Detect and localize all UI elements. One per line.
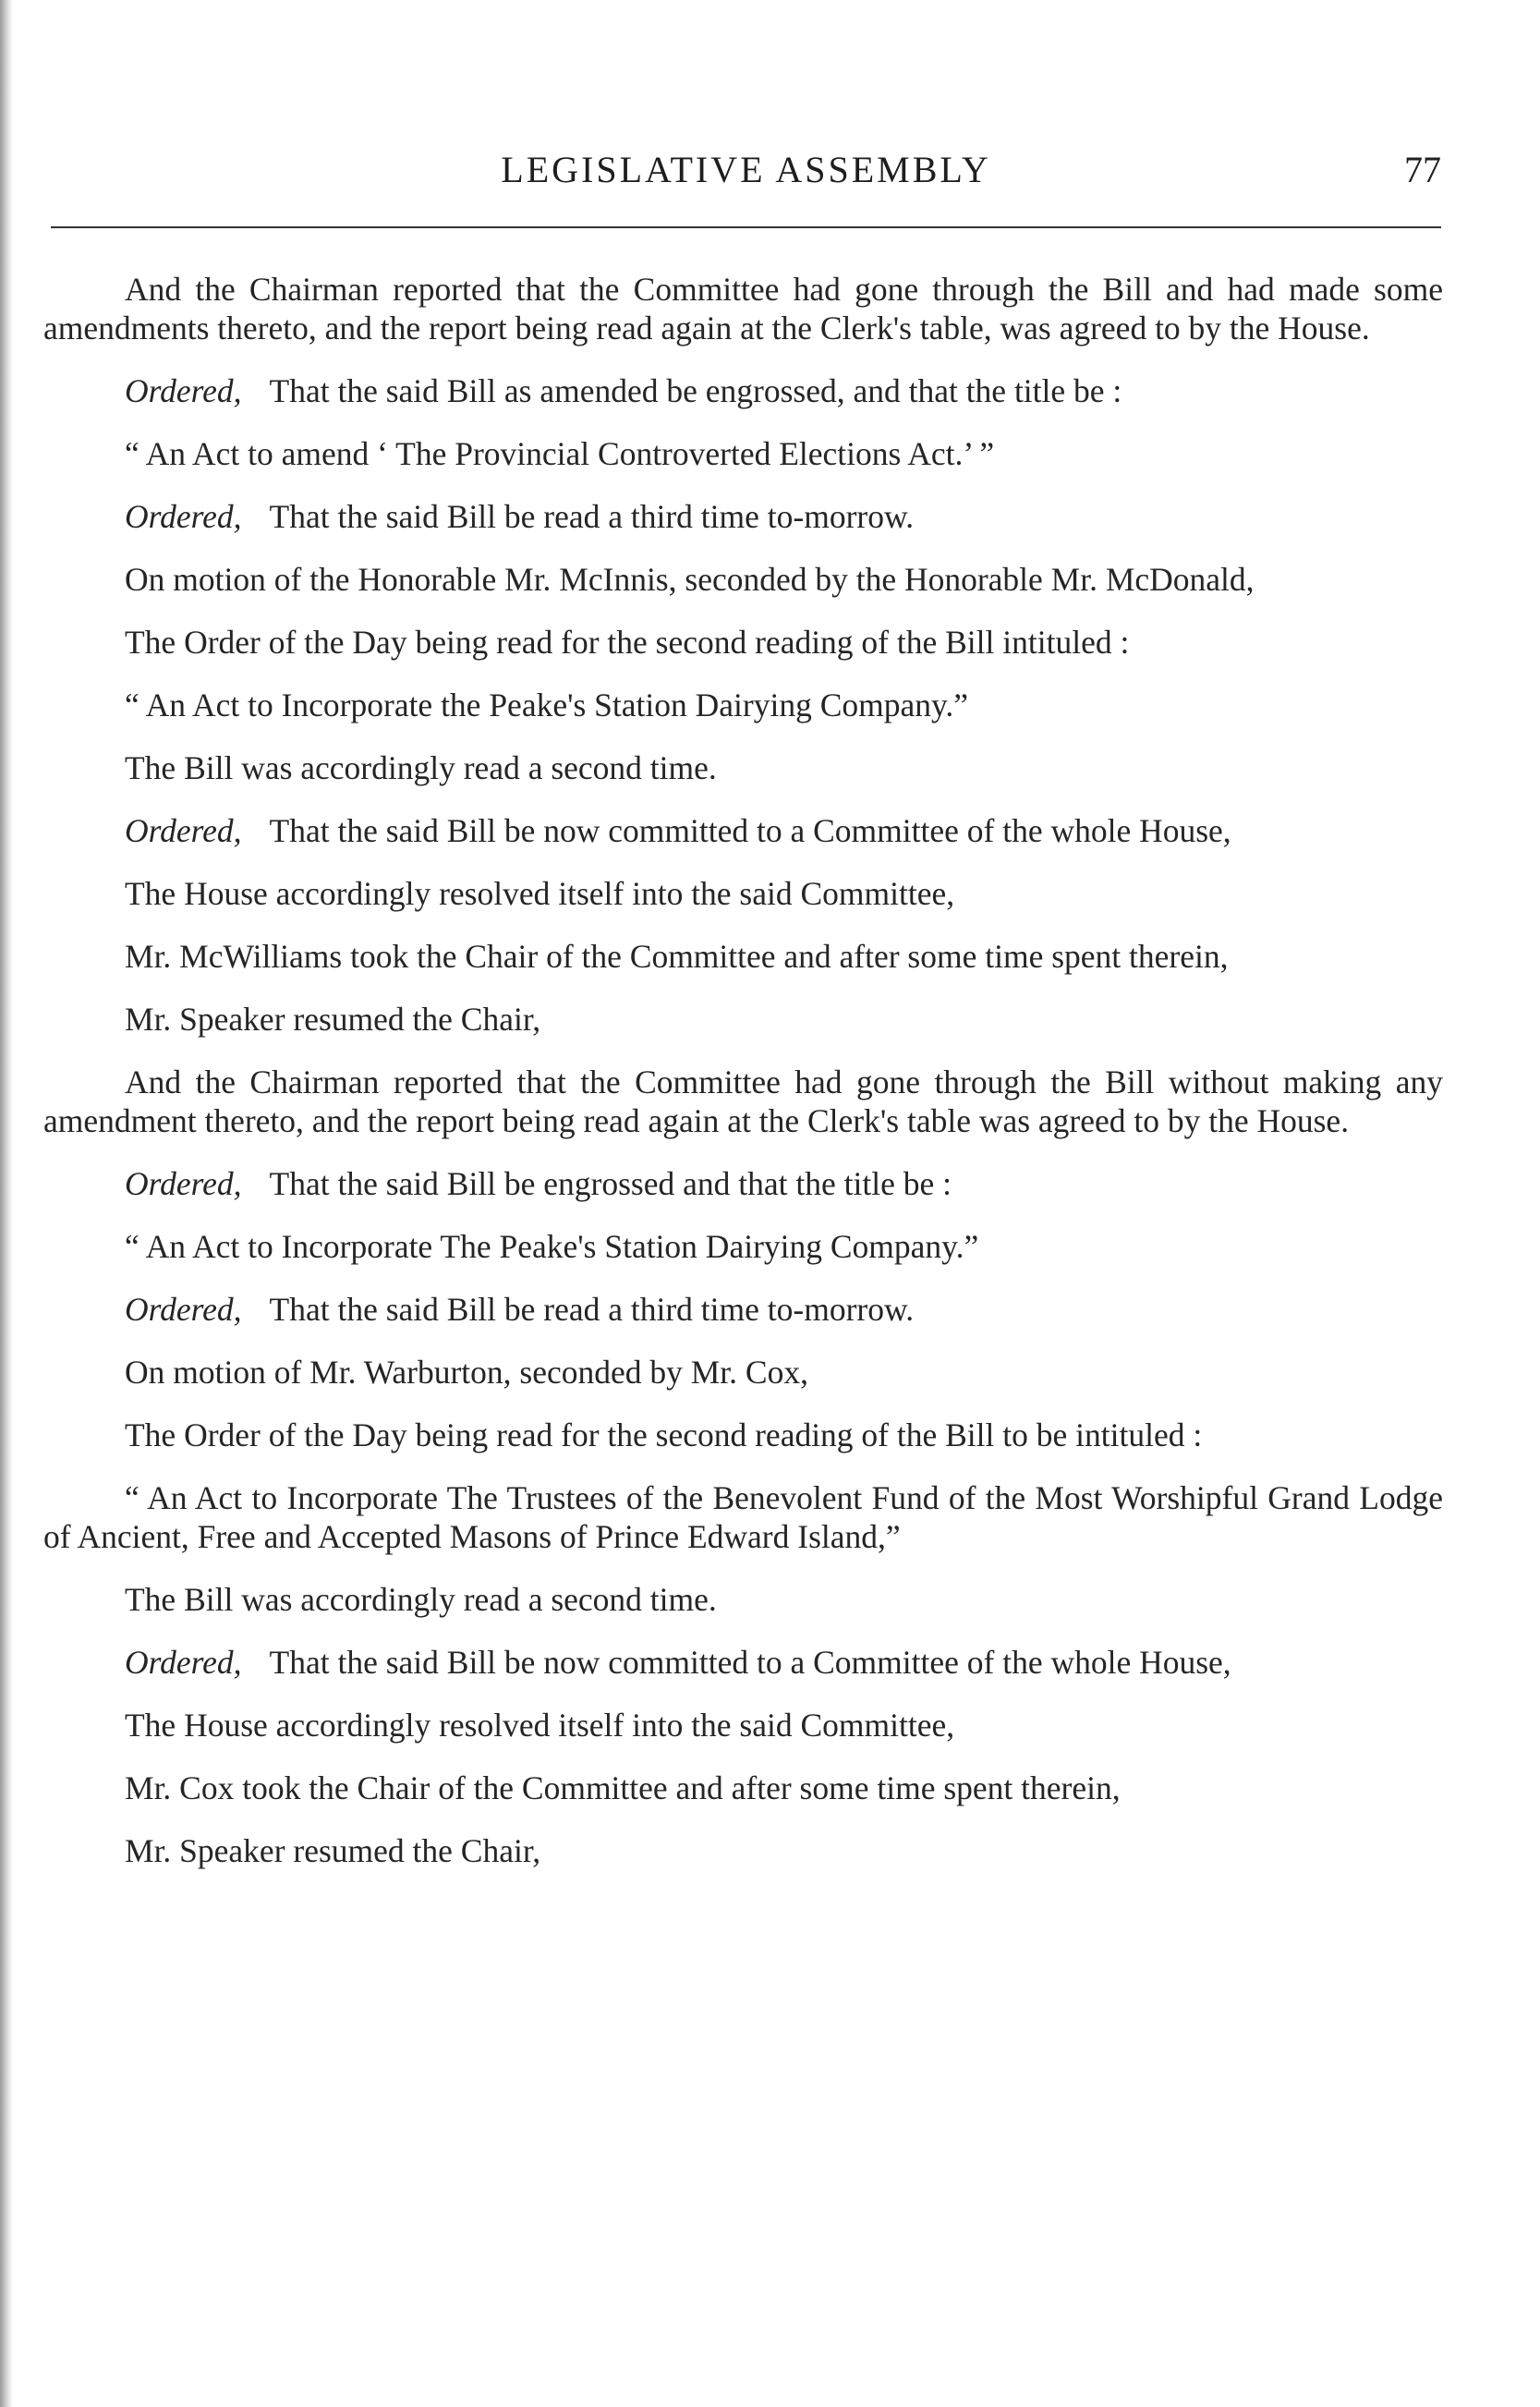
paragraph bbox=[43, 1416, 1443, 1454]
ordered-lead: Ordered, bbox=[125, 1644, 242, 1681]
paragraph bbox=[43, 1769, 1443, 1807]
paragraph bbox=[43, 1353, 1443, 1392]
paragraph-text: And the Chairman reported that the Committee had gone through the Bill without making any amendment thereto, and the report being read again at the Clerk's table was agreed to by the House. bbox=[43, 1064, 1443, 1139]
paragraph-text: “ An Act to Incorporate The Trustees of the Benevolent Fund of the Most Worshipful Grand Lodge of Ancient, Free and Accepted Masons of Prince Edward Island,” bbox=[43, 1479, 1443, 1555]
paragraph bbox=[43, 1164, 1443, 1203]
paragraph bbox=[43, 1643, 1443, 1682]
page-number: 77 bbox=[1404, 149, 1441, 190]
paragraph bbox=[43, 811, 1443, 850]
paragraph bbox=[43, 874, 1443, 913]
paragraph bbox=[43, 1227, 1443, 1266]
paragraph bbox=[43, 623, 1443, 662]
paragraph bbox=[43, 497, 1443, 536]
paragraph bbox=[43, 1478, 1443, 1556]
paragraph-text: On motion of the Honorable Mr. McInnis, seconded by the Honorable Mr. McDonald, bbox=[125, 561, 1255, 598]
paragraph bbox=[43, 1290, 1443, 1329]
header-title: LEGISLATIVE ASSEMBLY bbox=[501, 149, 991, 190]
running-header bbox=[51, 148, 1441, 203]
paragraph-text: The Order of the Day being read for the second reading of the Bill to be intituled : bbox=[125, 1416, 1203, 1453]
paragraph bbox=[43, 748, 1443, 787]
paragraph-text: “ An Act to Incorporate The Peake's Station Dairying Company.” bbox=[125, 1228, 979, 1265]
paragraph-text: That the said Bill be read a third time to-morrow. bbox=[269, 1291, 915, 1328]
ordered-lead: Ordered, bbox=[125, 1291, 242, 1328]
paragraph bbox=[43, 686, 1443, 724]
ordered-lead: Ordered, bbox=[125, 498, 242, 535]
paragraph-text: Mr. Speaker resumed the Chair, bbox=[125, 1001, 541, 1038]
paragraph-text: That the said Bill be read a third time to-morrow. bbox=[269, 498, 915, 535]
paragraph-text: That the said Bill be engrossed and that the title be : bbox=[269, 1165, 952, 1202]
paragraph-text: On motion of Mr. Warburton, seconded by Mr. Cox, bbox=[125, 1354, 808, 1391]
paragraph-text: “ An Act to Incorporate the Peake's Station Dairying Company.” bbox=[125, 687, 969, 723]
header-rule bbox=[51, 226, 1441, 228]
paragraph bbox=[43, 434, 1443, 473]
paragraph-text: The House accordingly resolved itself into the said Committee, bbox=[125, 875, 955, 912]
paragraph-text: That the said Bill as amended be engrossed, and that the title be : bbox=[269, 372, 1122, 409]
paragraph-text: That the said Bill be now committed to a Committee of the whole House, bbox=[269, 1644, 1231, 1681]
paragraph bbox=[43, 371, 1443, 410]
paragraph-text: The Order of the Day being read for the second reading of the Bill intituled : bbox=[125, 624, 1130, 661]
paragraph bbox=[43, 1831, 1443, 1870]
paragraph-text: And the Chairman reported that the Committee had gone through the Bill and had made some amendments thereto, and the report being read again at the Clerk's table, was agreed to by the House. bbox=[43, 271, 1443, 346]
ordered-lead: Ordered, bbox=[125, 372, 242, 409]
ordered-lead: Ordered, bbox=[125, 1165, 242, 1202]
paragraph bbox=[43, 1580, 1443, 1619]
paragraph-text: The Bill was accordingly read a second time. bbox=[125, 749, 717, 786]
paragraph bbox=[43, 1706, 1443, 1744]
paragraph bbox=[43, 560, 1443, 599]
paragraph bbox=[43, 1063, 1443, 1140]
body-text bbox=[43, 270, 1443, 1894]
paragraph bbox=[43, 937, 1443, 976]
paragraph-text: The Bill was accordingly read a second time. bbox=[125, 1581, 717, 1618]
paragraph-text: Mr. Speaker resumed the Chair, bbox=[125, 1832, 541, 1869]
paragraph-text: Mr. McWilliams took the Chair of the Committee and after some time spent therein, bbox=[125, 938, 1229, 975]
paragraph bbox=[43, 270, 1443, 347]
paragraph-text: “ An Act to amend ‘ The Provincial Controverted Elections Act.’ ” bbox=[125, 435, 995, 472]
ordered-lead: Ordered, bbox=[125, 812, 242, 849]
page-edge-shadow bbox=[0, 0, 13, 2407]
paragraph-text: That the said Bill be now committed to a Committee of the whole House, bbox=[269, 812, 1231, 849]
paragraph-text: Mr. Cox took the Chair of the Committee and after some time spent therein, bbox=[125, 1769, 1121, 1806]
paragraph-text: The House accordingly resolved itself into the said Committee, bbox=[125, 1707, 955, 1744]
paragraph bbox=[43, 1000, 1443, 1039]
